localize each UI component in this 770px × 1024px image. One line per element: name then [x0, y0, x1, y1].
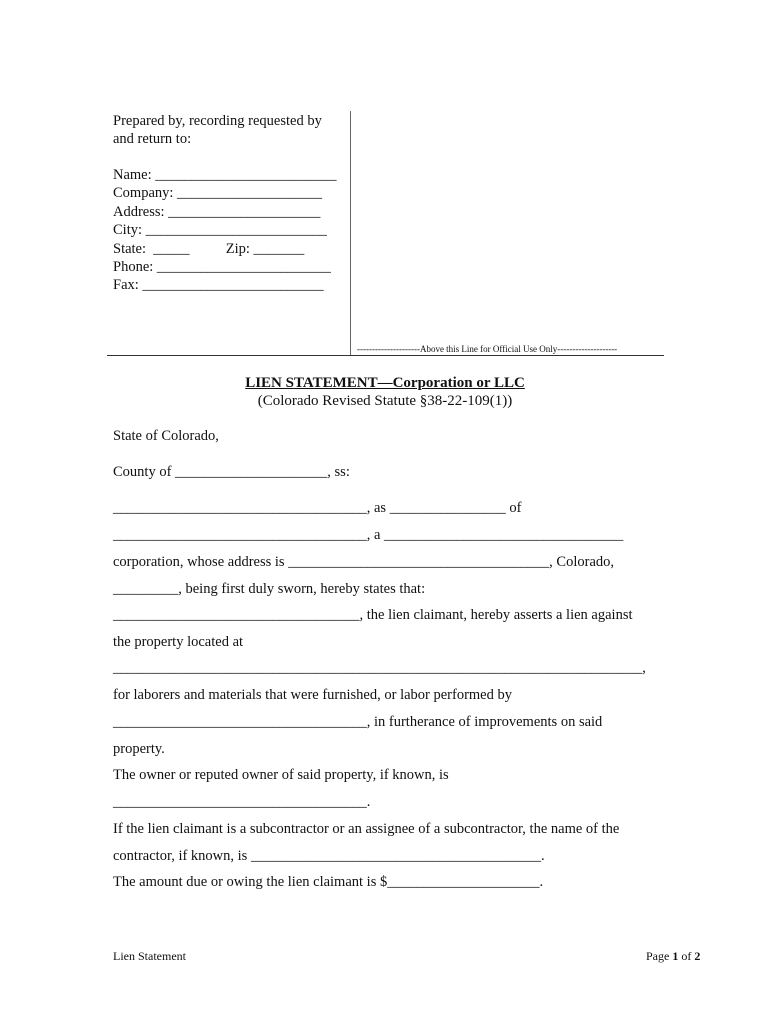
name-field[interactable]: Name: _________________________: [113, 167, 337, 183]
furtherance-line[interactable]: ___________________________________, in furtherance of improvements on said: [113, 714, 603, 730]
county-line[interactable]: County of _____________________, ss:: [113, 464, 350, 480]
document-title: LIEN STATEMENT—Corporation or LLC: [245, 375, 525, 391]
affiant-line[interactable]: [113, 500, 521, 517]
fax-field[interactable]: Fax: _________________________: [113, 277, 324, 293]
address-field[interactable]: Address: _____________________: [113, 204, 321, 220]
state-zip-field[interactable]: State: _____ Zip: _______: [113, 241, 305, 257]
property-end-line: property.: [113, 741, 165, 757]
official-use-label: ---------------------Above this Line for Official Use Only--------------------: [357, 344, 618, 354]
page-prefix: Page: [646, 949, 673, 963]
corporation-line[interactable]: ___________________________________, a _________________________________: [113, 527, 624, 543]
page-number: [646, 949, 700, 964]
footer-document-name: Lien Statement: [113, 949, 186, 963]
phone-field[interactable]: Phone: ________________________: [113, 259, 331, 275]
affiant-name-blank[interactable]: ___________________________________, as: [113, 500, 390, 516]
contractor-line[interactable]: contractor, if known, is ________________________________________.: [113, 848, 545, 864]
state-line: State of Colorado,: [113, 428, 219, 444]
sworn-line[interactable]: _________, being first duly sworn, hereby states that:: [113, 581, 426, 597]
prepared-by-line1: Prepared by, recording requested by: [113, 113, 322, 129]
header-horizontal-divider: [107, 355, 664, 356]
claimant-line[interactable]: __________________________________, the lien claimant, hereby asserts a lien against: [113, 607, 633, 623]
subcontractor-line: If the lien claimant is a subcontractor or an assignee of a subcontractor, the name of the: [113, 821, 620, 837]
page-of: of: [678, 949, 695, 963]
owner-line: The owner or reputed owner of said property, if known, is: [113, 767, 449, 783]
property-address-blank[interactable]: _________________________________________________________________________,: [113, 660, 646, 676]
company-field[interactable]: Company: ____________________: [113, 185, 323, 201]
city-field[interactable]: City: _________________________: [113, 222, 327, 238]
address-line[interactable]: corporation, whose address is ____________________________________, Colorado,: [113, 554, 615, 570]
statute-reference: (Colorado Revised Statute §38-22-109(1)): [257, 393, 513, 409]
laborers-line: for laborers and materials that were furnished, or labor performed by: [113, 687, 512, 703]
owner-blank[interactable]: ___________________________________.: [113, 794, 371, 810]
affiant-of-text: of: [505, 500, 522, 516]
prepared-by-line2: and return to:: [113, 131, 192, 147]
property-located-line: the property located at: [113, 634, 244, 650]
affiant-title-blank[interactable]: ________________: [389, 500, 506, 516]
page-current: 1: [672, 949, 679, 963]
page-total: 2: [694, 949, 701, 963]
amount-line[interactable]: The amount due or owing the lien claimant is $_____________________.: [113, 874, 544, 890]
header-vertical-divider: [350, 111, 351, 355]
